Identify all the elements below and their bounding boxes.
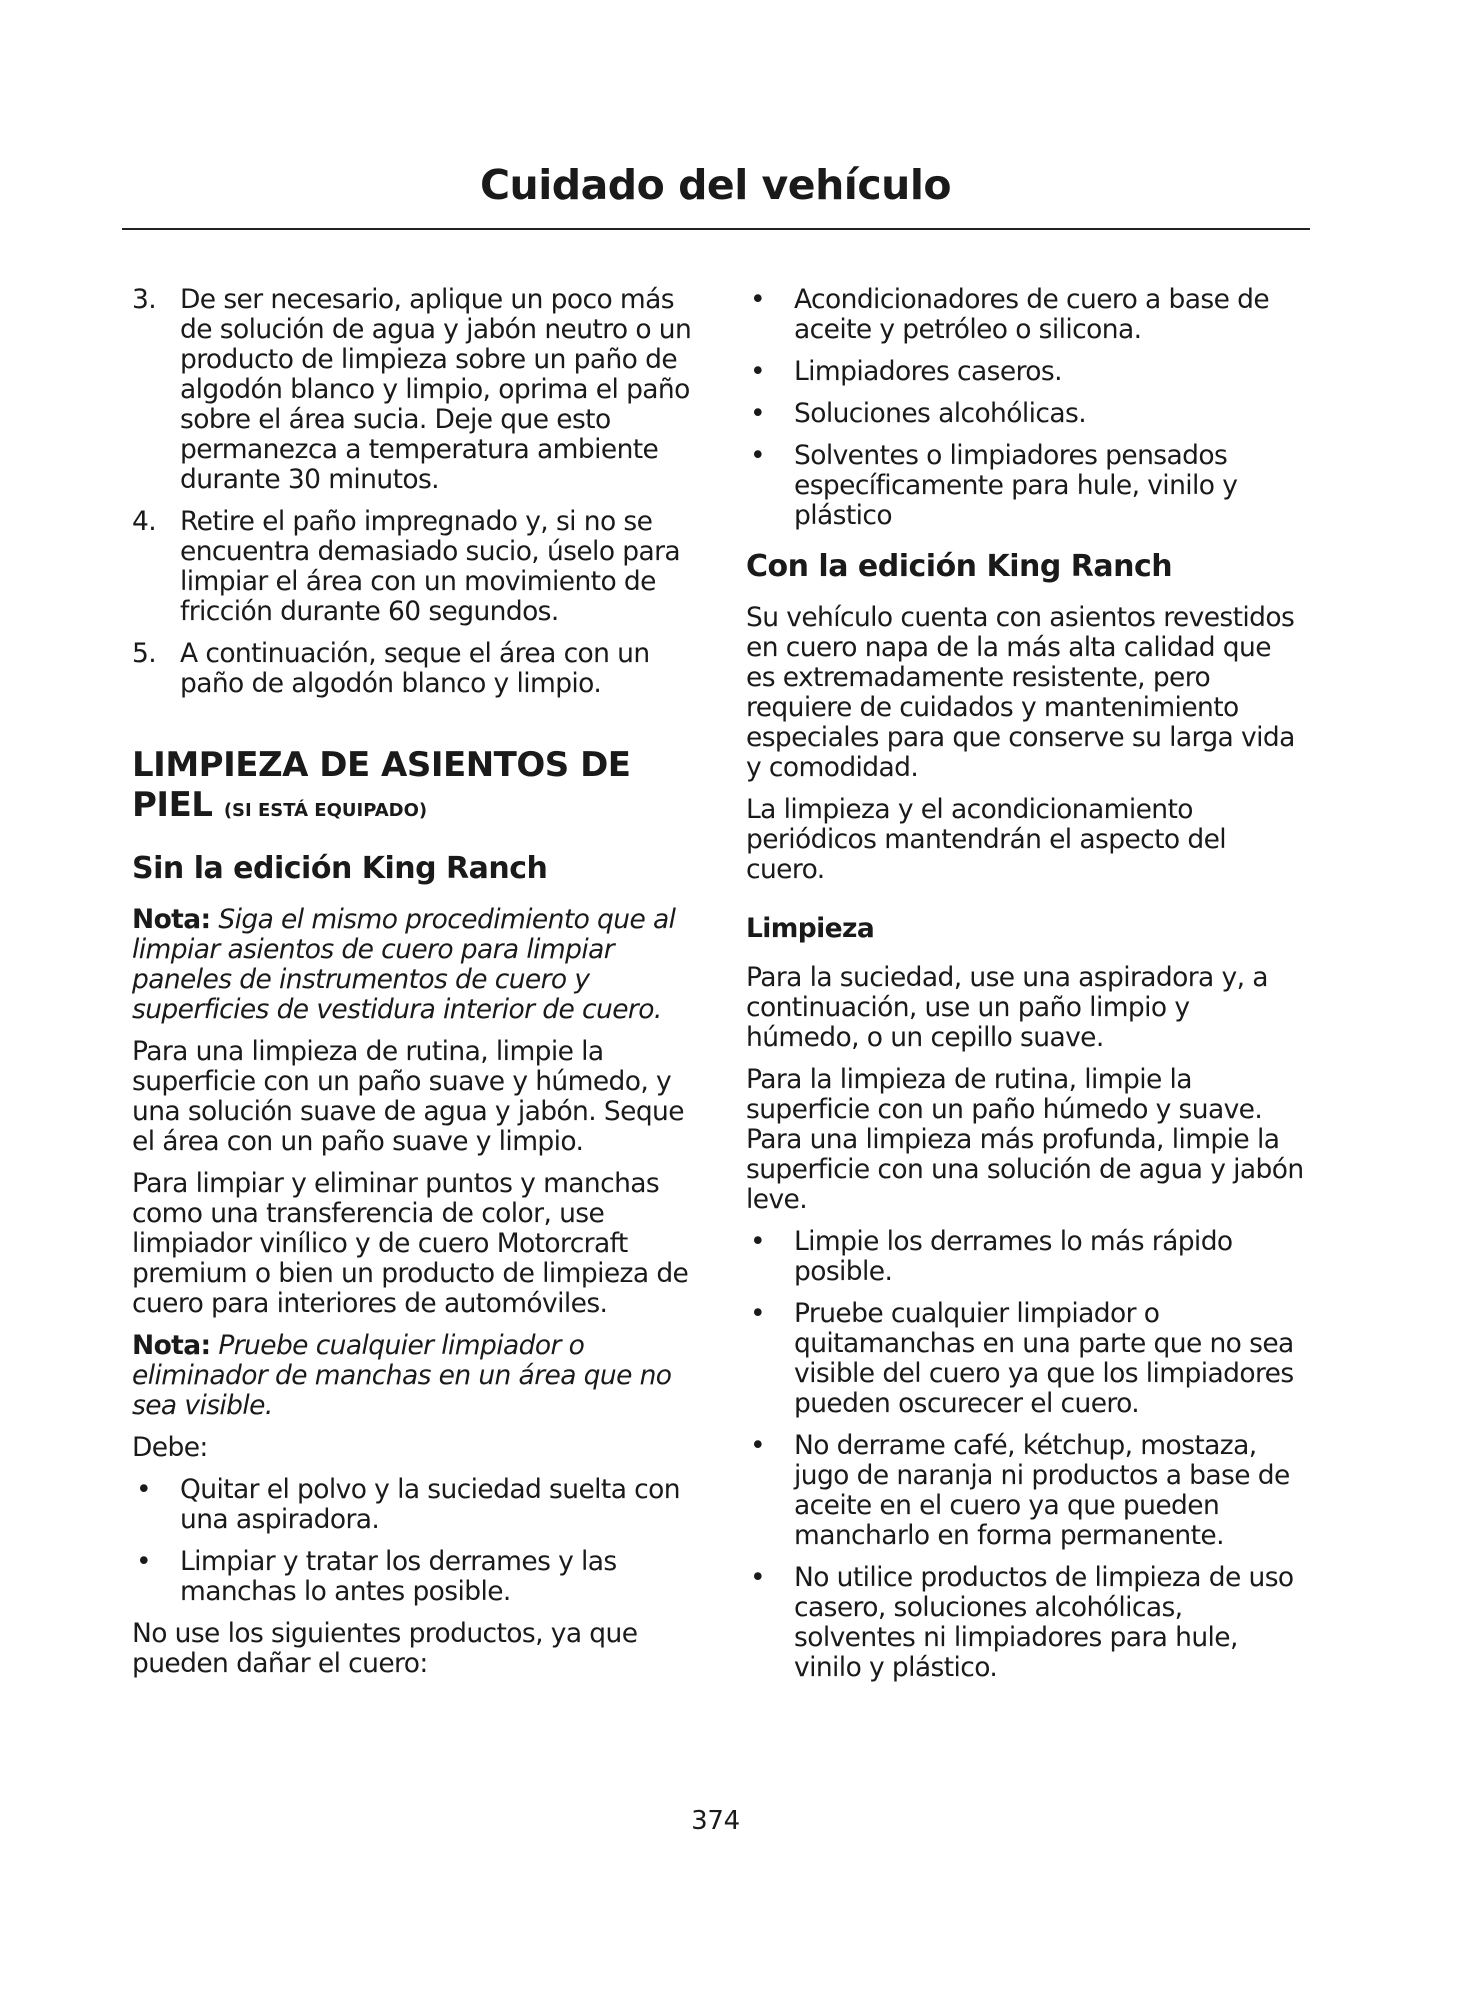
step-number: 4. [132,506,157,537]
body-paragraph: Para limpiar y eliminar puntos y manchas como una transferencia de color, use limpiador vinílico y de cuero Motorcraft premium o bien un producto de limpieza de cuero para interiores de automóviles. [132,1168,689,1319]
list-item [746,441,1306,531]
step-text: A continuación, seque el área con un paño de algodón blanco y limpio. [180,638,650,699]
page-title: Cuidado del vehículo [479,161,952,209]
step-item [132,507,692,627]
list-item-text: Limpiadores caseros. [794,356,1062,387]
note-label: Nota: [132,904,211,935]
bullet-icon: • [136,1474,152,1505]
list-item [746,1431,1306,1551]
cleaning-heading: Limpieza [746,913,875,944]
step-text: De ser necesario, aplique un poco más de solución de agua y jabón neutro o un producto de limpieza sobre un paño de algodón blanco y limpio, oprima el paño sobre el área sucia. Deje que esto permanezca a temperatura ambiente durante 30 minutos. [180,284,692,495]
list-item [746,357,1306,387]
bullet-icon: • [750,1226,766,1257]
note-label: Nota: [132,1330,211,1361]
bullet-icon: • [750,1562,766,1593]
list-item [132,1547,692,1607]
step-item [132,285,692,495]
body-paragraph: No use los siguientes productos, ya que pueden dañar el cuero: [132,1618,638,1679]
title-divider [122,228,1310,230]
step-item [132,639,692,699]
subheading-without-king-ranch: Sin la edición King Ranch [132,851,548,886]
list-item-text: No derrame café, kétchup, mostaza, jugo de naranja ni productos a base de aceite en el cuero ya que pueden mancharlo en forma permanente. [794,1430,1290,1551]
bullet-icon: • [750,440,766,471]
body-paragraph: Para la suciedad, use una aspiradora y, a continuación, use un paño limpio y húmedo, o un cepillo suave. [746,962,1268,1053]
note-text: Pruebe cualquier limpiador o eliminador de manchas en un área que no sea visible. [132,1330,672,1421]
body-paragraph: La limpieza y el acondicionamiento periódicos mantendrán el aspecto del cuero. [746,794,1227,885]
bullet-icon: • [750,398,766,429]
note-paragraph [132,1331,692,1421]
page-number: 374 [691,1806,740,1836]
list-item [746,399,1306,429]
list-item-text: No utilice productos de limpieza de uso casero, soluciones alcohólicas, solventes ni limpiadores para hule, vinilo y plástico. [794,1562,1294,1683]
list-item [132,1475,692,1535]
body-paragraph: Para una limpieza de rutina, limpie la superficie con un paño suave y húmedo, y una solución suave de agua y jabón. Seque el área con un paño suave y limpio. [132,1036,684,1157]
right-column [746,285,1306,1695]
list-item-text: Soluciones alcohólicas. [794,398,1087,429]
left-column [132,285,692,1691]
bullet-icon: • [136,1546,152,1577]
note-paragraph [132,905,692,1025]
list-item-text: Limpiar y tratar los derrames y las manchas lo antes posible. [180,1546,617,1607]
section-heading-text: LIMPIEZA DE ASIENTOS DE PIEL [132,745,631,825]
bullet-icon: • [750,284,766,315]
body-paragraph: Debe: [132,1432,208,1463]
bullet-icon: • [750,1430,766,1461]
list-item-text: Quitar el polvo y la suciedad suelta con una aspiradora. [180,1474,680,1535]
list-item [746,1563,1306,1683]
body-paragraph: Para la limpieza de rutina, limpie la superficie con un paño húmedo y suave. Para una limpieza más profunda, limpie la superficie con una solución de agua y jabón leve. [746,1064,1304,1215]
list-item [746,285,1306,345]
list-item-text: Pruebe cualquier limpiador o quitamanchas en una parte que no sea visible del cuero ya que los limpiadores pueden oscurecer el cuero. [794,1298,1294,1419]
body-paragraph: Su vehículo cuenta con asientos revestidos en cuero napa de la más alta calidad que es extremadamente resistente, pero requiere de cuidados y mantenimiento especiales para que conserve su larga vida y comodidad. [746,602,1295,783]
section-heading-suffix: (SI ESTÁ EQUIPADO) [223,800,428,821]
step-number: 5. [132,638,157,669]
section-heading [132,745,692,831]
list-item [746,1227,1306,1287]
bullet-icon: • [750,356,766,387]
list-item [746,1299,1306,1419]
bullet-icon: • [750,1298,766,1329]
subheading-with-king-ranch: Con la edición King Ranch [746,549,1173,584]
step-text: Retire el paño impregnado y, si no se encuentra demasiado sucio, úselo para limpiar el área con un movimiento de fricción durante 60 segundos. [180,506,681,627]
list-item-text: Limpie los derrames lo más rápido posible. [794,1226,1233,1287]
list-item-text: Solventes o limpiadores pensados específicamente para hule, vinilo y plástico [794,440,1238,531]
note-text: Siga el mismo procedimiento que al limpiar asientos de cuero para limpiar paneles de instrumentos de cuero y superficies de vestidura interior de cuero. [132,904,676,1025]
list-item-text: Acondicionadores de cuero a base de aceite y petróleo o silicona. [794,284,1270,345]
step-number: 3. [132,284,157,315]
